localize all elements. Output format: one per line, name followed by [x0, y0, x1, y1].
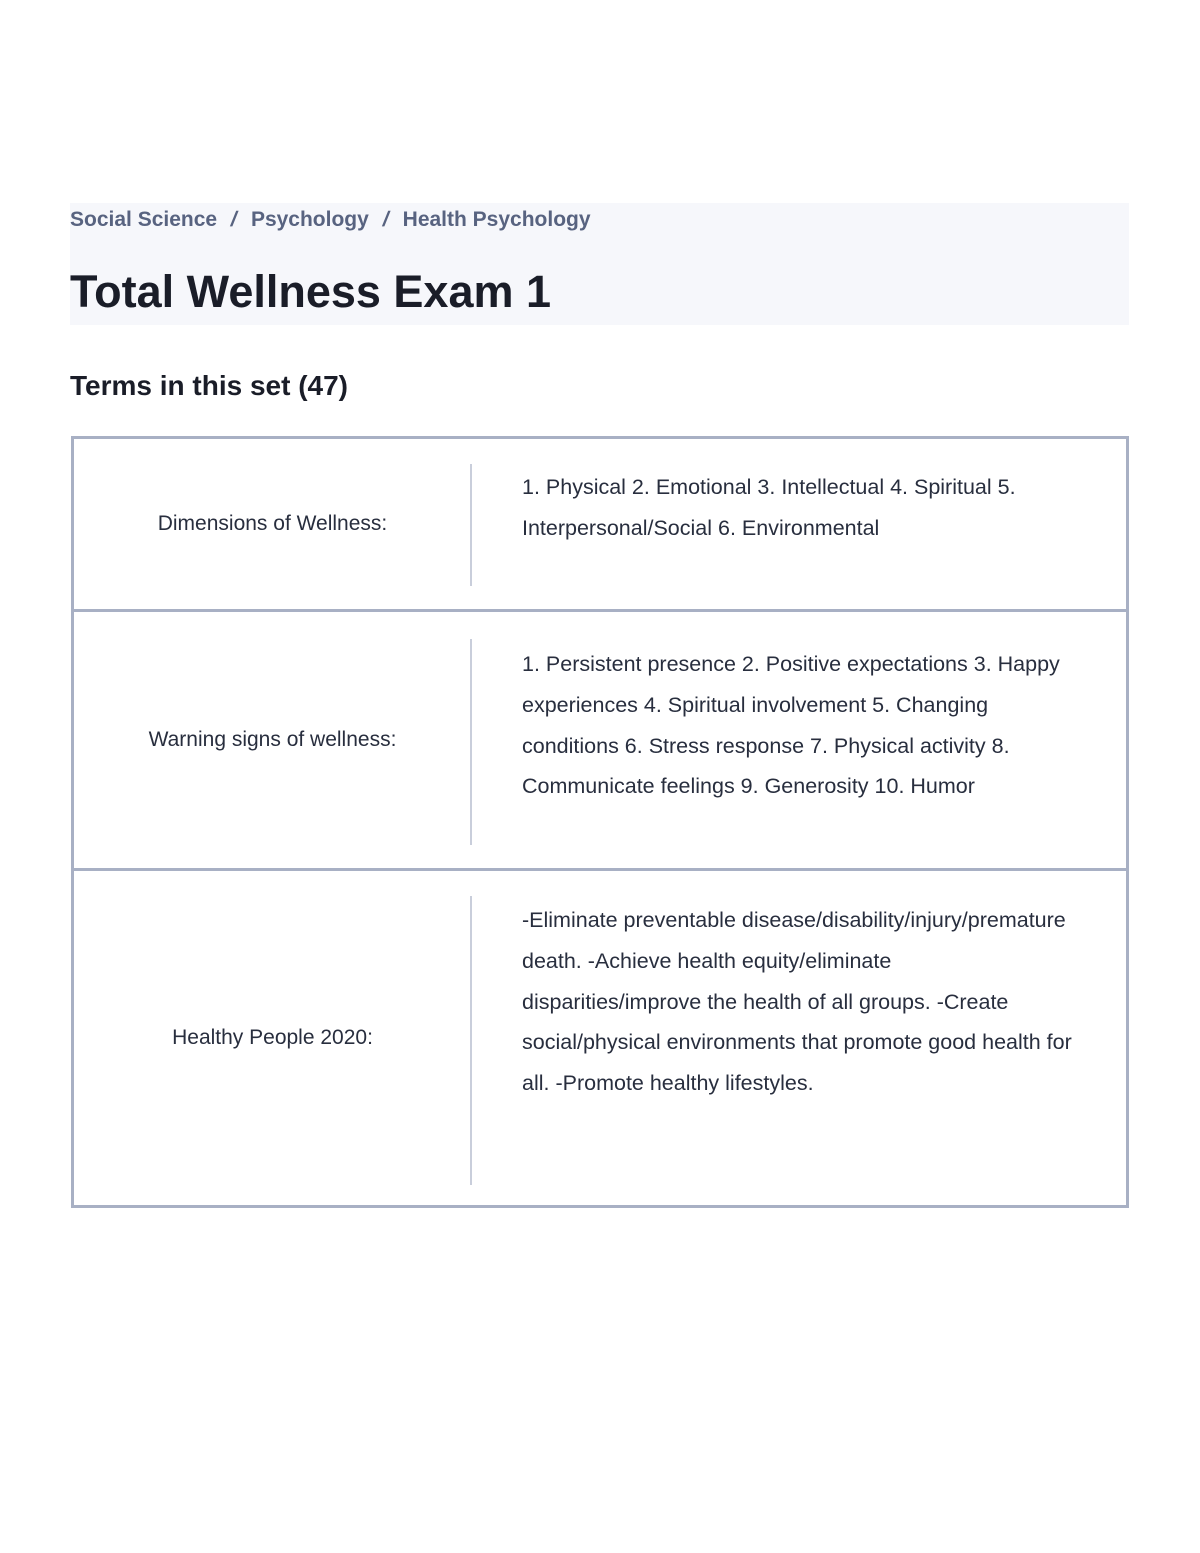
page-title: Total Wellness Exam 1: [70, 266, 552, 317]
card-divider: [470, 464, 472, 586]
card-divider: [470, 639, 472, 845]
breadcrumb: [70, 205, 591, 235]
breadcrumb-separator: /: [380, 208, 392, 231]
card-divider: [470, 896, 472, 1185]
terms-heading: Terms in this set (47): [70, 370, 349, 401]
breadcrumb-social-science[interactable]: Social Science: [70, 208, 218, 231]
breadcrumb-separator: /: [228, 208, 240, 231]
card-term: Dimensions of Wellness:: [157, 512, 388, 535]
breadcrumb-psychology[interactable]: Psychology: [250, 208, 369, 231]
card-definition: 1. Physical 2. Emotional 3. Intellectual 4. Spiritual 5. Interpersonal/Social 6. Environmental: [522, 475, 1016, 540]
term-card: [71, 436, 1129, 612]
card-term: Healthy People 2020:: [172, 1026, 373, 1049]
term-card: [71, 868, 1129, 1208]
term-card: [71, 609, 1129, 871]
card-definition: -Eliminate preventable disease/disability/injury/premature death. -Achieve health equity/eliminate disparities/improve the health of all groups. -Create social/physical environments that promote good health for all. -Promote healthy lifestyles.: [522, 908, 1072, 1096]
card-term: Warning signs of wellness:: [148, 728, 397, 751]
breadcrumb-health-psychology[interactable]: Health Psychology: [402, 208, 591, 231]
card-definition: 1. Persistent presence 2. Positive expectations 3. Happy experiences 4. Spiritual involvement 5. Changing conditions 6. Stress response 7. Physical activity 8. Communicate feelings 9. Generosity 10. Humor: [522, 652, 1060, 799]
